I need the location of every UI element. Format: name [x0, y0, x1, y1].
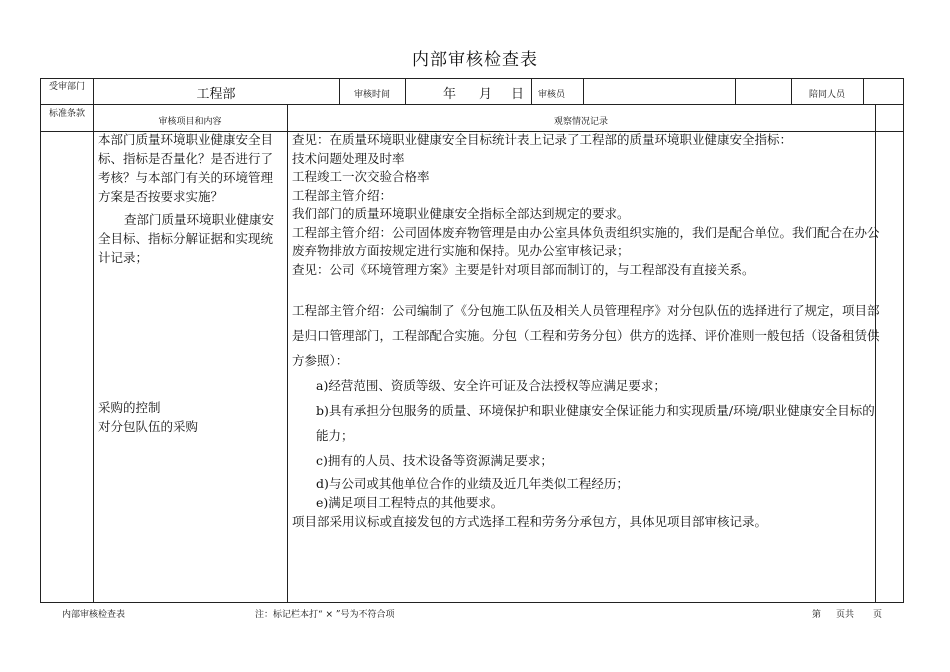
observation-line: 工程部主管介绍：公司固体废弃物管理是由办公室具体负责组织实施的，我们是配合单位。我们配合在办公废弃物排放方面按规定进行实施和保持。见办公室审核记录；	[292, 224, 880, 258]
row-divider-header	[41, 104, 903, 105]
col-divider	[287, 104, 288, 602]
col-header-standard: 标准条款	[48, 109, 85, 119]
col-divider	[93, 104, 94, 602]
footer-page-suffix: 页	[873, 610, 883, 620]
audit-item-objectives: 本部门质量环境职业健康安全目标、指标是否量化？是否进行了考核？与本部门有关的环境管理方案是否按要求实施？	[98, 132, 274, 204]
observation-line: 我们部门的质量环境职业健康安全指标全部达到规定的要求。	[292, 206, 630, 221]
observation-line: 查见：在质量环境职业健康安全目标统计表上记录了工程部的质量环境职业健康安全指标：	[292, 132, 793, 147]
col-divider	[863, 79, 864, 104]
date-month: 月	[479, 87, 493, 102]
col-header-items: 审核项目和内容	[158, 117, 222, 127]
page-title: 内部审核检查表	[412, 50, 538, 70]
footer-page-prefix: 第	[812, 610, 822, 620]
observation-line: 查见：公司《环境管理方案》主要是针对项目部而制订的，与工程部没有直接关系。	[292, 261, 755, 277]
criteria-item-c: c)拥有的人员、技术设备等资源满足要求；	[316, 453, 553, 468]
col-divider	[583, 79, 584, 104]
observation-block-procurement	[292, 298, 880, 532]
dept-value: 工程部	[196, 87, 236, 102]
observation-line: 技术问题处理及时率	[292, 150, 405, 166]
col-divider	[531, 79, 532, 104]
observation-conclusion: 项目部采用议标或直接发包的方式选择工程和劳务分承包方，具体见项目部审核记录。	[292, 514, 768, 529]
criteria-item-b: b)具有承担分包服务的质量、环境保护和职业健康安全保证能力和实现质量/环境/职业健康安全目标的能力；	[316, 403, 875, 443]
audit-item-evidence: 查部门质量环境职业健康安全目标、指标分解证据和实现统计记录；	[98, 212, 275, 265]
audit-item-procurement-sub: 对分包队伍的采购	[98, 419, 199, 434]
col-divider	[405, 79, 406, 104]
observation-line: 工程竣工一次交验合格率	[292, 169, 430, 184]
dept-label: 受审部门	[48, 82, 85, 92]
footer-form-name: 内部审核检查表	[62, 610, 126, 620]
criteria-item-e: e)满足项目工程特点的其他要求。	[316, 495, 504, 510]
criteria-item-a: a)经营范围、资质等级、安全许可证及合法授权等应满足要求；	[316, 378, 666, 393]
auditor-label: 审核员	[538, 90, 566, 100]
observation-intro: 工程部主管介绍：公司编制了《分包施工队伍及相关人员管理程序》对分包队伍的选择进行了规定，项目部是归口管理部门，工程部配合实施。分包（工程和劳务分包）供方的选择、评价准则一般包括（设备租赁供方参照）：	[292, 303, 880, 368]
observation-line: 工程部主管介绍：	[292, 187, 393, 203]
companion-label: 陪同人员	[808, 90, 845, 100]
audit-item-procurement	[98, 398, 284, 436]
date-year: 年	[443, 87, 457, 102]
col-divider	[735, 79, 736, 104]
date-day: 日	[511, 87, 525, 102]
audit-item-procurement-title: 采购的控制	[98, 400, 161, 415]
audit-time-label: 审核时间	[353, 90, 390, 100]
footer-page-mid: 页共	[836, 610, 855, 620]
col-header-observation: 观察情况记录	[553, 117, 608, 127]
observation-block-objectives	[292, 131, 880, 279]
footer-note: 注：标记栏本打“ × ”号为不符合项	[255, 610, 395, 620]
criteria-item-d: d)与公司或其他单位合作的业绩及近几年类似工程经历；	[316, 476, 629, 491]
